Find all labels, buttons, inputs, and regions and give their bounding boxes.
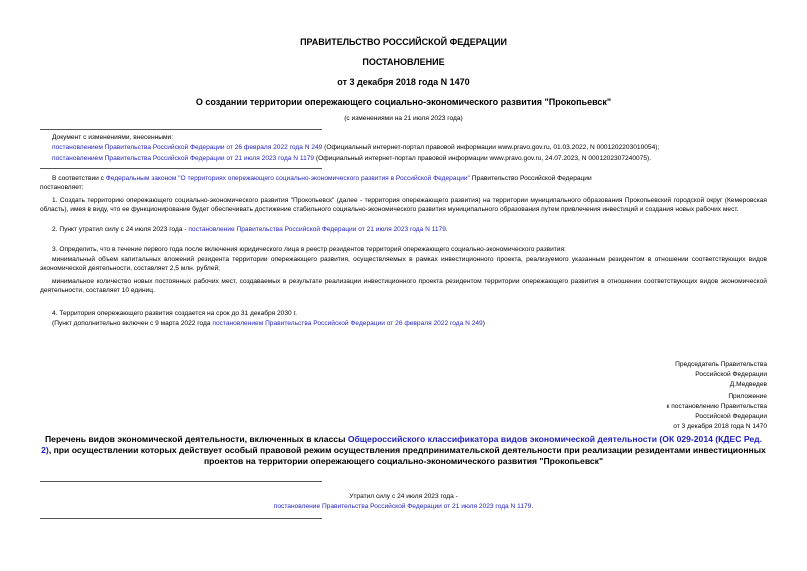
lost-force-link[interactable]: постановление Правительства Российской Федерации от 21 июля 2023 года N 1179 xyxy=(273,503,532,510)
p2-link[interactable]: постановление Правительства Российской Федерации от 21 июля 2023 года N 1179 xyxy=(188,226,446,233)
p4-link[interactable]: постановлением Правительства Российской Федерации от 26 февраля 2022 года N 249 xyxy=(212,320,483,327)
intro-paragraph: В соответствии с Федеральным законом "О территориях опережающего социально-экономического развития в Российской Федерации" Правительство Российской Федерации xyxy=(52,175,592,182)
divider xyxy=(40,481,322,482)
paragraph-2: 2. Пункт утратил силу с 24 июля 2023 года - постановление Правительства Российской Федерации от 21 июля 2023 года N 1179. xyxy=(52,226,448,233)
signature-role-2: Российской Федерации xyxy=(695,371,767,378)
signature-name: Д.Медведев xyxy=(729,381,767,388)
government-heading: ПРАВИТЕЛЬСТВО РОССИЙСКОЙ ФЕДЕРАЦИИ xyxy=(300,37,507,47)
document-title: О создании территории опережающего социально-экономического развития "Прокопьевск" xyxy=(195,97,612,107)
paragraph-3b: минимальное количество новых постоянных рабочих мест, создаваемых в результате реализации инвестиционного проекта резидентом территории опережающего развития в отношении соответствующих видов экономической деятельности, составляет 10 единиц. xyxy=(40,278,767,294)
change-link[interactable]: постановлением Правительства Российской Федерации от 26 февраля 2022 года N 249 xyxy=(52,144,323,151)
appendix-title: Перечень видов экономической деятельности, включенных в классы Общероссийского классификатора видов экономической деятельности (ОК 029-2014 (КДЕС Ред. 2), при осуществлении которых действует особый правовой режим осуществления предпринимательской деятельности при реализации резидентами инвестиционных проектов на территории опережающего социально-экономического развития "Прокопьевск" xyxy=(41,434,766,466)
appendix-line: от 3 декабря 2018 года N 1470 xyxy=(673,423,767,430)
decrees-label: постановляет: xyxy=(40,184,84,191)
okved-link[interactable]: Общероссийского классификатора видов экономической деятельности (ОК 029-2014 (КДЕС Ред. 2) xyxy=(41,434,762,455)
changes-label: Документ с изменениями, внесенными: xyxy=(52,134,174,141)
divider xyxy=(40,518,322,519)
revision-note: (с изменениями на 21 июля 2023 года) xyxy=(344,115,463,122)
document-type: ПОСТАНОВЛЕНИЕ xyxy=(362,57,445,67)
divider xyxy=(40,129,322,130)
paragraph-4-note: (Пункт дополнительно включен с 9 марта 2022 года постановлением Правительства Российской Федерации от 26 февраля 2022 года N 249) xyxy=(52,320,485,327)
federal-law-link[interactable]: Федеральным законом "О территориях опережающего социально-экономического развития в Российской Федерации" xyxy=(105,175,470,182)
appendix-line: к постановлению Правительства xyxy=(666,403,767,410)
signature-role: Председатель Правительства xyxy=(675,361,767,368)
appendix-label: Приложение xyxy=(728,393,767,400)
change-item: постановлением Правительства Российской Федерации от 26 февраля 2022 года N 249 (Официальный интернет-портал правовой информации www.pravo.gov.ru, 01.03.2022, N 0001202203010054); xyxy=(52,144,660,151)
change-item: постановлением Правительства Российской Федерации от 21 июля 2023 года N 1179 (Официальный интернет-портал правовой информации www.pravo.gov.ru, 24.07.2023, N 0001202307240075). xyxy=(52,155,652,162)
lost-force-note: Утратил силу с 24 июля 2023 года - xyxy=(349,493,458,500)
divider xyxy=(40,168,322,169)
paragraph-1: 1. Создать территорию опережающего социально-экономического развития "Прокопьевск" (далее - территория опережающего развития) на территории муниципального образования Прокопьевский городской округ (Кемеровская область), имея в виду, что ее функционирование будет обеспечивать достижение стабильного социально-экономического развития муниципального образования путем привлечения инвестиций и создания новых рабочих мест. xyxy=(40,197,767,213)
paragraph-3: 3. Определить, что в течение первого года после включения юридического лица в реестр резидентов территорий опережающего социально-экономического развития: xyxy=(52,246,566,253)
appendix-line: Российской Федерации xyxy=(695,413,767,420)
paragraph-4: 4. Территория опережающего развития создается на срок до 31 декабря 2030 г. xyxy=(52,310,297,317)
paragraph-3a: минимальный объем капитальных вложений резидента территории опережающего развития, осуществляемых в рамках инвестиционного проекта, реализуемого указанным резидентом в отношении соответствующих видов экономической деятельности, составляет 2,5 млн. рублей; xyxy=(40,256,767,272)
lost-force-ref: постановление Правительства Российской Федерации от 21 июля 2023 года N 1179. xyxy=(273,503,534,510)
change-link[interactable]: постановлением Правительства Российской Федерации от 21 июля 2023 года N 1179 xyxy=(52,155,315,162)
document-date-number: от 3 декабря 2018 года N 1470 xyxy=(337,77,470,87)
